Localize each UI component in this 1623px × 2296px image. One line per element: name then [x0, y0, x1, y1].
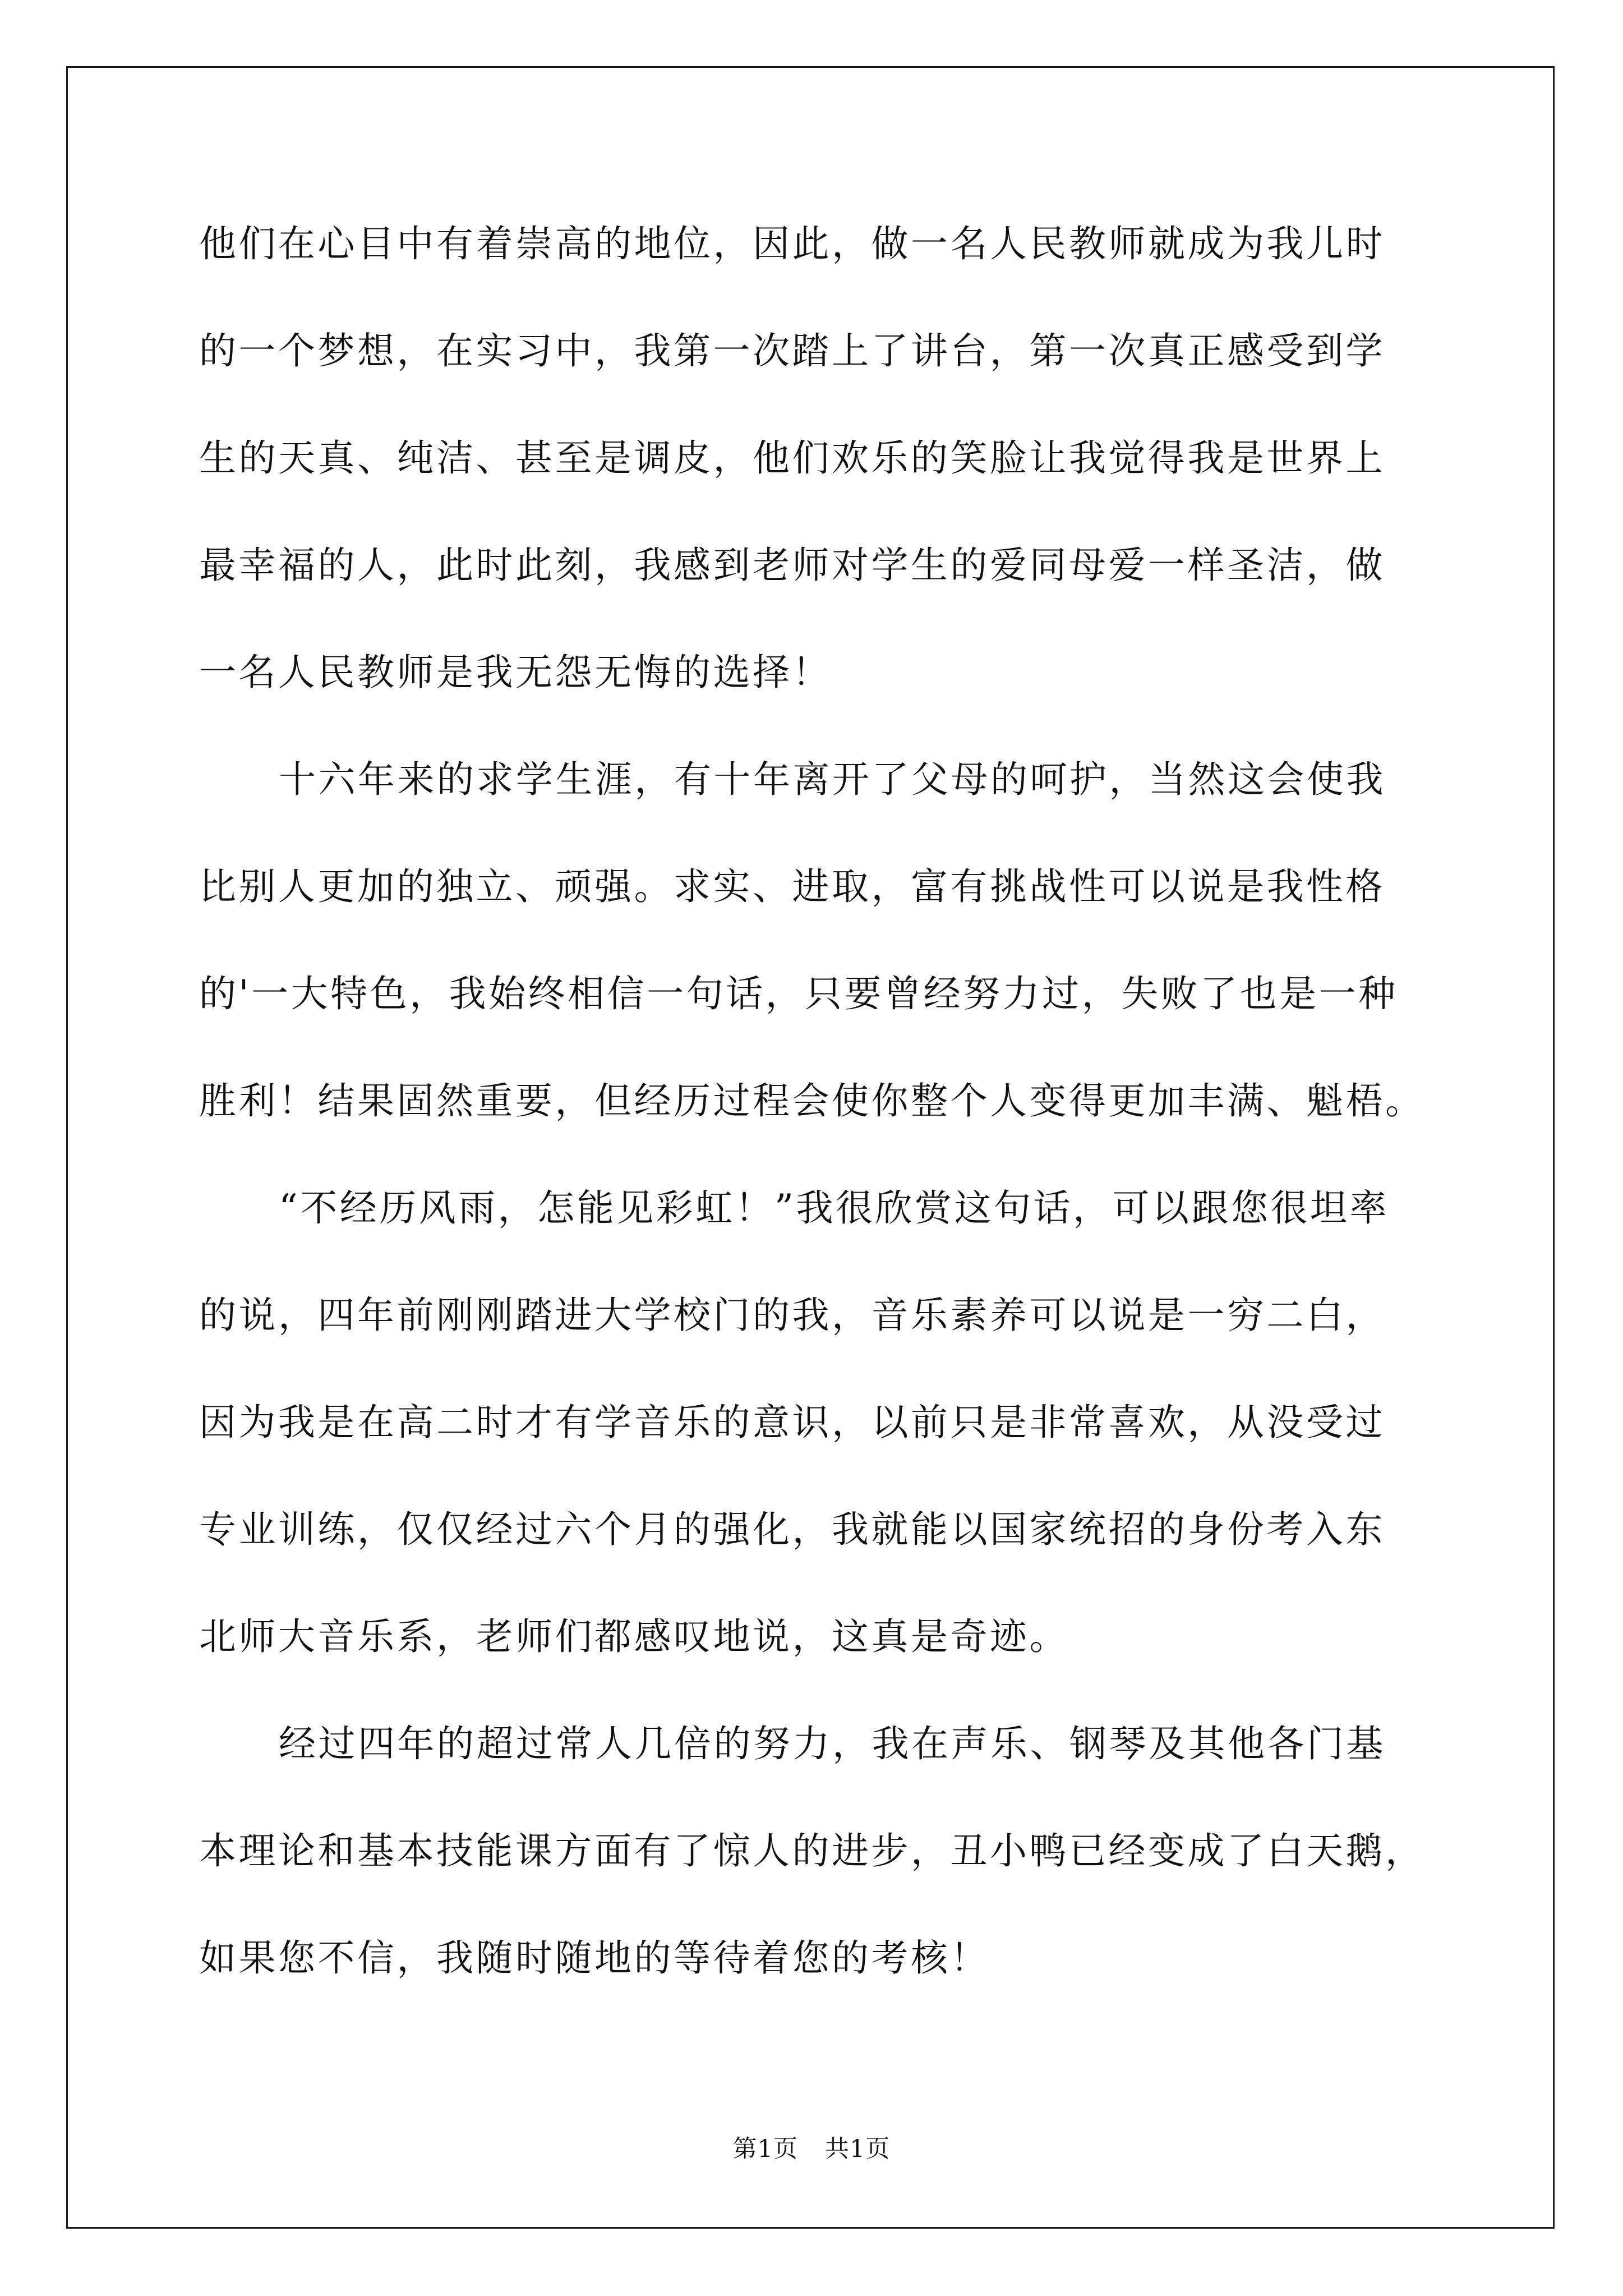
paragraph-line: 因为我是在高二时才有学音乐的意识，以前只是非常喜欢，从没受过: [199, 1401, 1385, 1444]
paragraph-line: 一名人民教师是我无怨无悔的选择！: [199, 651, 832, 694]
paragraph-line: “不经历风雨，怎能见彩虹！”我很欣赏这句话，可以跟您很坦率: [279, 1186, 1389, 1230]
paragraph-line: 的一个梦想，在实习中，我第一次踏上了讲台，第一次真正感受到学: [199, 329, 1385, 372]
paragraph-line: 生的天真、纯洁、甚至是调皮，他们欢乐的笑脸让我觉得我是世界上: [199, 436, 1385, 480]
paragraph-line: 十六年来的求学生涯，有十年离开了父母的呵护，当然这会使我: [279, 758, 1386, 801]
paragraph-line: 经过四年的超过常人几倍的努力，我在声乐、钢琴及其他各门基: [279, 1722, 1386, 1765]
paragraph-line: 他们在心目中有着崇高的地位，因此，做一名人民教师就成为我儿时: [199, 222, 1385, 265]
page-footer: [0, 2130, 1623, 2164]
paragraph-line: 北师大音乐系，老师们都感叹地说，这真是奇迹。: [199, 1615, 1069, 1658]
page-number: 第1页: [732, 2135, 798, 2163]
paragraph-line: 胜利！结果固然重要，但经历过程会使你整个人变得更加丰满、魁梧。: [199, 1079, 1425, 1122]
paragraph-line: 本理论和基本技能课方面有了惊人的进步，丑小鸭已经变成了白天鹅，: [199, 1829, 1425, 1872]
document-body: [199, 216, 1425, 2037]
paragraph-line: 比别人更加的独立、顽强。求实、进取，富有挑战性可以说是我性格: [199, 865, 1385, 908]
page-total: 共1页: [825, 2135, 891, 2163]
paragraph-line: 专业训练，仅仅经过六个月的强化，我就能以国家统招的身份考入东: [199, 1508, 1385, 1551]
paragraph-line: 如果您不信，我随时随地的等待着您的考核！: [199, 1936, 990, 1980]
paragraph-line: 的'一大特色，我始终相信一句话，只要曾经努力过，失败了也是一种: [199, 972, 1398, 1015]
paragraph-line: 的说，四年前刚刚踏进大学校门的我，音乐素养可以说是一穷二白，: [199, 1294, 1385, 1337]
paragraph-line: 最幸福的人，此时此刻，我感到老师对学生的爱同母爱一样圣洁，做: [199, 544, 1385, 587]
